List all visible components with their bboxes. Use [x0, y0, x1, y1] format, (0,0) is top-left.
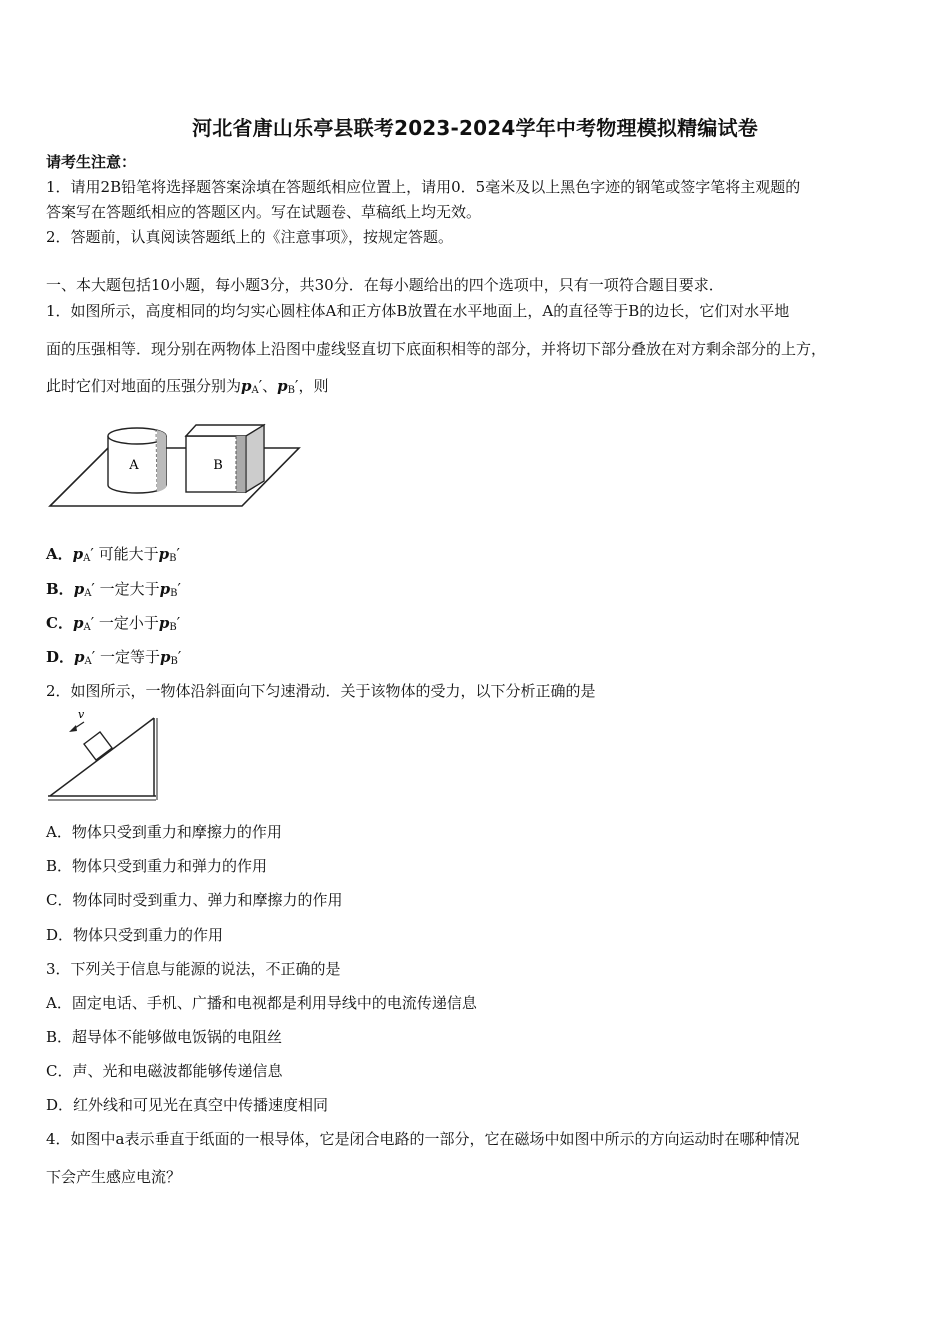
- q1-option-b-text: 一定大于: [99, 580, 160, 598]
- pb-subscript: B: [287, 385, 296, 396]
- q4-stem-line-1: 4．如图中a表示垂直于纸面的一根导体，它是闭合电路的一部分，它在磁场中如图中所示的方向运动时在哪种情况: [46, 1130, 800, 1148]
- q1-option-d[interactable]: [46, 647, 181, 672]
- q1-option-d-pa: p: [74, 648, 85, 666]
- q1-option-b-pa-prime: ′: [91, 580, 95, 598]
- q1-option-a-pa: p: [72, 545, 84, 563]
- pa-prime: ′: [258, 377, 263, 395]
- figure-label-b: B: [213, 458, 223, 473]
- page-title: 河北省唐山乐亭县联考2023-2024学年中考物理模拟精编试卷: [192, 116, 758, 140]
- pb-symbol: p: [277, 377, 288, 395]
- q2-option-c[interactable]: C．物体同时受到重力、弹力和摩擦力的作用: [46, 891, 343, 909]
- notice-item-1-line-2: 答案写在答题纸相应的答题区内。写在试题卷、草稿纸上均无效。: [46, 203, 482, 221]
- q1-option-a-text: 可能大于: [98, 545, 159, 563]
- q1-option-d-pb: p: [159, 648, 171, 666]
- notice-item-2: 2．答题前，认真阅读答题纸上的《注意事项》，按规定答题。: [46, 228, 454, 246]
- q1-stem-line-3-pre: 此时它们对地面的压强分别为: [46, 377, 242, 395]
- notice-item-1-line-1: 1．请用2B铅笔将选择题答案涂填在答题纸相应位置上，请用0．5毫米及以上黑色字迹的钢笔或签字笔将主观题的: [46, 178, 801, 196]
- q3-option-c[interactable]: C．声、光和电磁波都能够传递信息: [46, 1062, 283, 1080]
- q1-option-a[interactable]: [46, 544, 180, 569]
- pa-subscript: A: [251, 385, 259, 396]
- notice-heading: 请考生注意：: [46, 153, 137, 171]
- q1-option-b-pa-sub: A: [84, 588, 92, 599]
- q1-option-a-letter: A．: [46, 545, 73, 563]
- q2-option-d[interactable]: D．物体只受到重力的作用: [46, 926, 224, 944]
- q1-option-c-pa: p: [72, 614, 84, 632]
- q1-option-c-letter: C．: [46, 614, 73, 632]
- q1-option-c[interactable]: [46, 613, 180, 638]
- figure-label-a: A: [129, 458, 139, 473]
- q1-option-a-pb-prime: ′: [176, 545, 180, 563]
- q1-option-c-text: 一定小于: [98, 614, 159, 632]
- section-1-heading: 一、本大题包括10小题，每小题3分，共30分．在每小题给出的四个选项中，只有一项符合题目要求．: [46, 276, 724, 294]
- q1-option-d-letter: D．: [46, 648, 75, 666]
- q1-option-c-pb: p: [158, 614, 170, 632]
- q1-stem-line-1: 1．如图所示，高度相同的均匀实心圆柱体A和正方体B放置在水平地面上，A的直径等于B的边长，它们对水平地: [46, 302, 790, 320]
- q1-option-a-pb: p: [158, 545, 170, 563]
- q1-stem-line-3: [46, 376, 328, 401]
- q1-option-a-pb-sub: B: [169, 553, 177, 564]
- q1-option-d-text: 一定等于: [99, 648, 160, 666]
- q1-option-b[interactable]: [46, 579, 181, 604]
- q1-stem-line-2: 面的压强相等．现分别在两物体上沿图中虚线竖直切下底面积相等的部分，并将切下部分叠放在对方剩余部分的上方，: [46, 340, 827, 358]
- q1-option-a-pa-sub: A: [83, 553, 91, 564]
- q1-option-c-pb-sub: B: [169, 622, 177, 633]
- q3-stem: 3．下列关于信息与能源的说法，不正确的是: [46, 960, 341, 978]
- q1-option-c-pa-sub: A: [83, 622, 91, 633]
- q1-separator: 、: [262, 377, 278, 395]
- q3-option-d[interactable]: D．红外线和可见光在真空中传播速度相同: [46, 1096, 329, 1114]
- pa-symbol: p: [241, 377, 252, 395]
- q3-option-b[interactable]: B．超导体不能够做电饭锅的电阻丝: [46, 1028, 283, 1046]
- q1-option-d-pa-sub: A: [84, 656, 92, 667]
- q1-option-b-pa: p: [73, 580, 85, 598]
- velocity-label: v: [78, 708, 85, 721]
- q4-stem-line-2: 下会产生感应电流？: [46, 1168, 182, 1186]
- q1-option-d-pb-sub: B: [170, 656, 178, 667]
- q1-option-c-pa-prime: ′: [90, 614, 95, 632]
- q1-option-c-pb-prime: ′: [176, 614, 181, 632]
- q2-option-a[interactable]: A．物体只受到重力和摩擦力的作用: [46, 823, 282, 841]
- q1-option-d-pb-prime: ′: [177, 648, 182, 666]
- q3-option-a[interactable]: A．固定电话、手机、广播和电视都是利用导线中的电流传递信息: [46, 994, 477, 1012]
- q2-stem: 2．如图所示，一物体沿斜面向下匀速滑动．关于该物体的受力，以下分析正确的是: [46, 682, 596, 700]
- pb-prime: ′: [295, 377, 299, 395]
- q1-option-b-pb-prime: ′: [177, 580, 181, 598]
- q1-option-b-pb: p: [159, 580, 171, 598]
- q1-stem-line-3-post: ，则: [298, 377, 329, 395]
- q2-figure: [46, 706, 160, 804]
- q1-option-b-pb-sub: B: [170, 588, 178, 599]
- q1-option-a-pa-prime: ′: [90, 545, 94, 563]
- q1-option-b-letter: B．: [46, 580, 74, 598]
- q1-option-d-pa-prime: ′: [91, 648, 96, 666]
- q2-option-b[interactable]: B．物体只受到重力和弹力的作用: [46, 857, 268, 875]
- q1-figure: [46, 415, 302, 511]
